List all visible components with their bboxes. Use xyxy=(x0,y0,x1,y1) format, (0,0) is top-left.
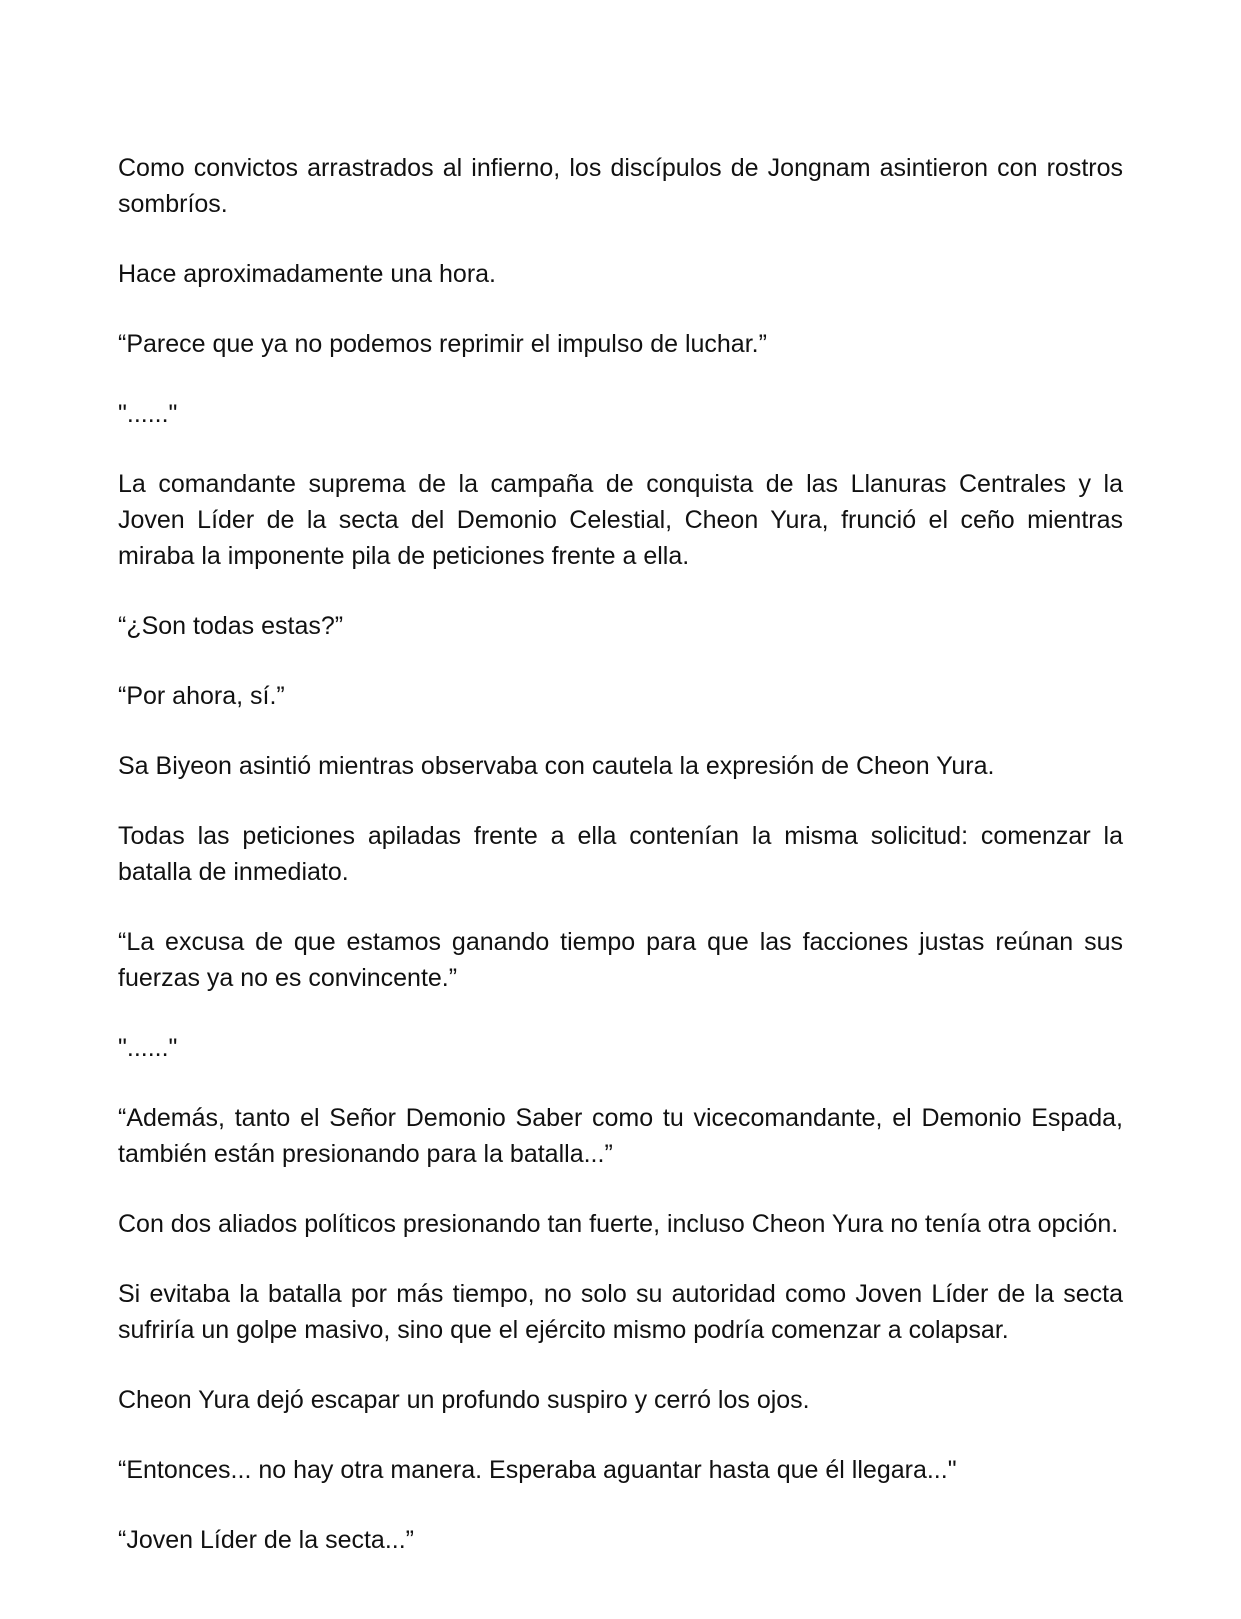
paragraph: "......" xyxy=(118,1034,178,1062)
document-body xyxy=(118,150,1123,1592)
paragraph: "......" xyxy=(118,400,178,428)
paragraph: “Parece que ya no podemos reprimir el impulso de luchar.” xyxy=(118,330,767,358)
paragraph: “Entonces... no hay otra manera. Esperaba aguantar hasta que él llegara..." xyxy=(118,1456,957,1484)
paragraph: Sa Biyeon asintió mientras observaba con cautela la expresión de Cheon Yura. xyxy=(118,752,995,780)
paragraph: Cheon Yura dejó escapar un profundo suspiro y cerró los ojos. xyxy=(118,1386,810,1414)
paragraph: “Por ahora, sí.” xyxy=(118,682,285,710)
paragraph: “La excusa de que estamos ganando tiempo para que las facciones justas reúnan sus fuerzas ya no es convincente.” xyxy=(118,928,1123,992)
paragraph: Con dos aliados políticos presionando tan fuerte, incluso Cheon Yura no tenía otra opción. xyxy=(118,1210,1119,1238)
paragraph: “¿Son todas estas?” xyxy=(118,612,344,640)
paragraph: Todas las peticiones apiladas frente a ella contenían la misma solicitud: comenzar la batalla de inmediato. xyxy=(118,822,1123,886)
paragraph: “Joven Líder de la secta...” xyxy=(118,1526,414,1554)
paragraph: Como convictos arrastrados al infierno, los discípulos de Jongnam asintieron con rostros sombríos. xyxy=(118,154,1123,218)
paragraph: “Además, tanto el Señor Demonio Saber como tu vicecomandante, el Demonio Espada, también están presionando para la batalla...” xyxy=(118,1104,1123,1168)
paragraph: La comandante suprema de la campaña de conquista de las Llanuras Centrales y la Joven Líder de la secta del Demonio Celestial, Cheon Yura, frunció el ceño mientras miraba la imponente pila de peticiones frente a ella. xyxy=(118,470,1123,570)
paragraph: Hace aproximadamente una hora. xyxy=(118,260,497,288)
paragraph: Si evitaba la batalla por más tiempo, no solo su autoridad como Joven Líder de la secta sufriría un golpe masivo, sino que el ejército mismo podría comenzar a colapsar. xyxy=(118,1280,1123,1344)
